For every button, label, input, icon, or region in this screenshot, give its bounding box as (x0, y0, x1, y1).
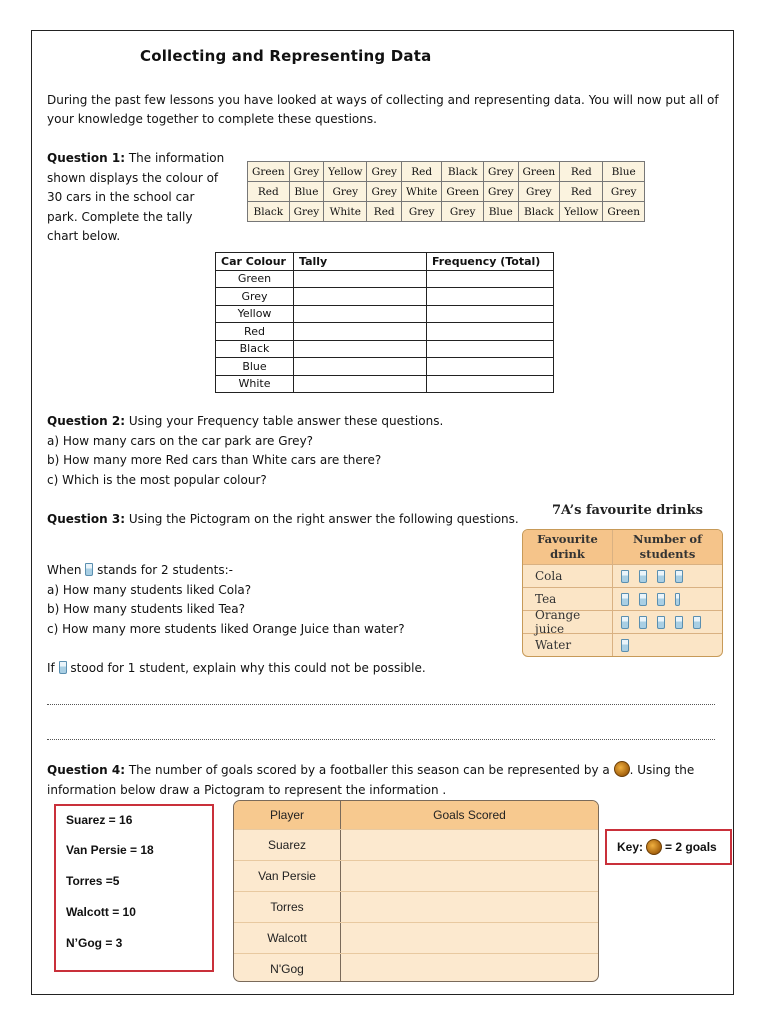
tally-cell[interactable] (294, 323, 427, 341)
frequency-cell[interactable] (427, 270, 554, 288)
glass-icon (639, 570, 647, 583)
question-1-label: Question 1: (47, 151, 125, 165)
frequency-cell[interactable] (427, 288, 554, 306)
colour-grid-cell: Red (560, 162, 603, 182)
goals-row (234, 922, 598, 953)
colour-grid-cell: Blue (289, 182, 324, 202)
glass-icon (657, 593, 665, 606)
answer-line[interactable] (47, 739, 715, 740)
tally-cell[interactable] (294, 375, 427, 393)
tally-row (216, 358, 554, 376)
pictogram-title: 7A’s favourite drinks (552, 503, 703, 518)
tally-cell[interactable] (294, 288, 427, 306)
frequency-cell[interactable] (427, 323, 554, 341)
tally-row (216, 340, 554, 358)
answer-line[interactable] (47, 704, 715, 705)
glass-icon (639, 616, 647, 629)
key-value: = 2 goals (665, 840, 717, 854)
colour-grid-cell: White (402, 182, 442, 202)
pictogram-header-drink: Favourite drink (523, 530, 613, 564)
tally-row (216, 288, 554, 306)
if-text: If (47, 661, 55, 675)
goals-player-cell: Walcott (234, 923, 341, 953)
glass-icon (621, 593, 629, 606)
question-2c: c) Which is the most popular colour? (47, 472, 267, 487)
colour-grid-cell: Grey (367, 182, 402, 202)
player-goals-item: Suarez = 16 (66, 813, 133, 827)
goals-row (234, 953, 598, 982)
colour-grid-cell: Red (367, 202, 402, 222)
pictogram-drink: Orange juice (523, 611, 613, 633)
colour-grid-cell: Red (402, 162, 442, 182)
question-2a: a) How many cars on the car park are Grey? (47, 433, 314, 448)
player-goals-item: N’Gog = 3 (66, 936, 123, 950)
football-icon (646, 839, 662, 855)
key-box (605, 829, 732, 865)
question-3-text: Using the Pictogram on the right answer the following questions. (128, 512, 519, 526)
pictogram-header-students: Number of students (632, 532, 703, 561)
pictogram-drink: Cola (523, 565, 613, 587)
question-3b: b) How many students liked Tea? (47, 602, 246, 616)
football-icon (614, 761, 630, 777)
frequency-cell[interactable] (427, 305, 554, 323)
colour-grid-cell: Grey (483, 162, 518, 182)
tally-colour-cell: Grey (216, 288, 294, 306)
when-text: When (47, 563, 82, 577)
colour-grid-cell: Blue (603, 162, 645, 182)
tally-colour-cell: Black (216, 340, 294, 358)
pictogram-drink: Water (523, 634, 613, 656)
colour-grid-cell: Green (603, 202, 645, 222)
colour-grid-cell: Grey (442, 202, 484, 222)
question-2b: b) How many more Red cars than White cars are there? (47, 453, 382, 467)
question-3 (47, 510, 527, 530)
glass-icon (693, 616, 701, 629)
question-4-text-end: . Using the information below draw a Pictogram to represent the information . (47, 763, 695, 797)
colour-grid-cell: Grey (518, 182, 560, 202)
question-2-text: Using your Frequency table answer these questions. (128, 414, 444, 428)
question-3c: c) How many more students liked Orange Juice than water? (47, 621, 405, 636)
car-colour-grid (247, 161, 645, 222)
pictogram-glasses (613, 616, 722, 629)
pictogram-drink: Tea (523, 588, 613, 610)
question-3-label: Question 3: (47, 512, 125, 526)
tally-cell[interactable] (294, 305, 427, 323)
goals-row (234, 860, 598, 891)
question-1-text: The information shown displays the colour of 30 cars in the school car park. Complete the tally chart below. (47, 151, 225, 243)
colour-grid-row (248, 202, 645, 222)
goals-player-cell: Suarez (234, 830, 341, 860)
tally-cell[interactable] (294, 358, 427, 376)
glass-icon (657, 616, 665, 629)
glass-icon (85, 563, 93, 576)
colour-grid-cell: Grey (324, 182, 367, 202)
frequency-cell[interactable] (427, 358, 554, 376)
question-3a: a) How many students liked Cola? (47, 582, 252, 597)
page-title: Collecting and Representing Data (140, 47, 432, 65)
tally-colour-cell: White (216, 375, 294, 393)
colour-grid-row (248, 162, 645, 182)
colour-grid-cell: Grey (483, 182, 518, 202)
colour-grid-cell: Yellow (560, 202, 603, 222)
tally-header-tally: Tally (294, 253, 427, 271)
drinks-pictogram (522, 529, 723, 657)
frequency-cell[interactable] (427, 340, 554, 358)
pictogram-row (523, 564, 722, 587)
tally-chart (215, 252, 554, 393)
tally-row (216, 323, 554, 341)
question-4 (47, 761, 727, 800)
tally-row (216, 305, 554, 323)
question-1 (47, 149, 227, 247)
glass-icon (675, 616, 683, 629)
goals-row (234, 829, 598, 860)
question-2-label: Question 2: (47, 414, 125, 428)
tally-header-colour: Car Colour (216, 253, 294, 271)
goals-pictogram-table (233, 800, 599, 982)
colour-grid-cell: Red (248, 182, 290, 202)
player-goals-box (54, 804, 214, 972)
goals-player-cell: Van Persie (234, 861, 341, 891)
colour-grid-cell: Green (248, 162, 290, 182)
question-3-if (47, 659, 467, 679)
colour-grid-cell: Grey (289, 202, 324, 222)
colour-grid-cell: Yellow (324, 162, 367, 182)
tally-cell[interactable] (294, 270, 427, 288)
glass-icon (621, 639, 629, 652)
pictogram-glasses (613, 593, 722, 606)
player-goals-item: Van Persie = 18 (66, 843, 154, 857)
colour-grid-cell: Black (442, 162, 484, 182)
tally-cell[interactable] (294, 340, 427, 358)
goals-row (234, 891, 598, 922)
tally-colour-cell: Blue (216, 358, 294, 376)
question-3-parts (47, 561, 467, 639)
glass-icon (657, 570, 665, 583)
colour-grid-cell: Grey (603, 182, 645, 202)
colour-grid-row (248, 182, 645, 202)
tally-row (216, 270, 554, 288)
half-glass-icon (675, 593, 680, 606)
colour-grid-cell: Green (442, 182, 484, 202)
frequency-cell[interactable] (427, 375, 554, 393)
glass-icon (621, 616, 629, 629)
intro-text: During the past few lessons you have looked at ways of collecting and representing data. You will now put all of your knowledge together to complete these questions. (47, 93, 719, 126)
tally-colour-cell: Yellow (216, 305, 294, 323)
colour-grid-cell: Blue (483, 202, 518, 222)
tally-colour-cell: Green (216, 270, 294, 288)
goals-header-goals: Goals Scored (433, 808, 506, 822)
tally-header-frequency: Frequency (Total) (427, 253, 554, 271)
player-goals-item: Walcott = 10 (66, 905, 136, 919)
question-4-text: The number of goals scored by a footballer this season can be represented by a (128, 763, 610, 777)
tally-colour-cell: Red (216, 323, 294, 341)
colour-grid-cell: Red (560, 182, 603, 202)
pictogram-glasses (613, 639, 722, 652)
colour-grid-cell: Grey (289, 162, 324, 182)
colour-grid-cell: Grey (402, 202, 442, 222)
player-goals-item: Torres =5 (66, 874, 120, 888)
tally-row (216, 375, 554, 393)
colour-grid-cell: White (324, 202, 367, 222)
goals-player-cell: Torres (234, 892, 341, 922)
if-post-text: stood for 1 student, explain why this could not be possible. (70, 661, 426, 675)
when-post-text: stands for 2 students:- (97, 563, 233, 577)
colour-grid-cell: Green (518, 162, 560, 182)
question-4-label: Question 4: (47, 763, 125, 777)
key-label: Key: (617, 840, 644, 854)
colour-grid-cell: Grey (367, 162, 402, 182)
glass-icon (59, 661, 67, 674)
glass-icon (639, 593, 647, 606)
glass-icon (675, 570, 683, 583)
pictogram-row (523, 587, 722, 610)
glass-icon (621, 570, 629, 583)
colour-grid-cell: Black (518, 202, 560, 222)
pictogram-row (523, 608, 722, 636)
colour-grid-cell: Black (248, 202, 290, 222)
goals-player-cell: N'Gog (234, 954, 341, 982)
pictogram-row (523, 633, 722, 656)
pictogram-glasses (613, 570, 722, 583)
question-2 (47, 412, 547, 490)
goals-header-player: Player (234, 801, 341, 829)
